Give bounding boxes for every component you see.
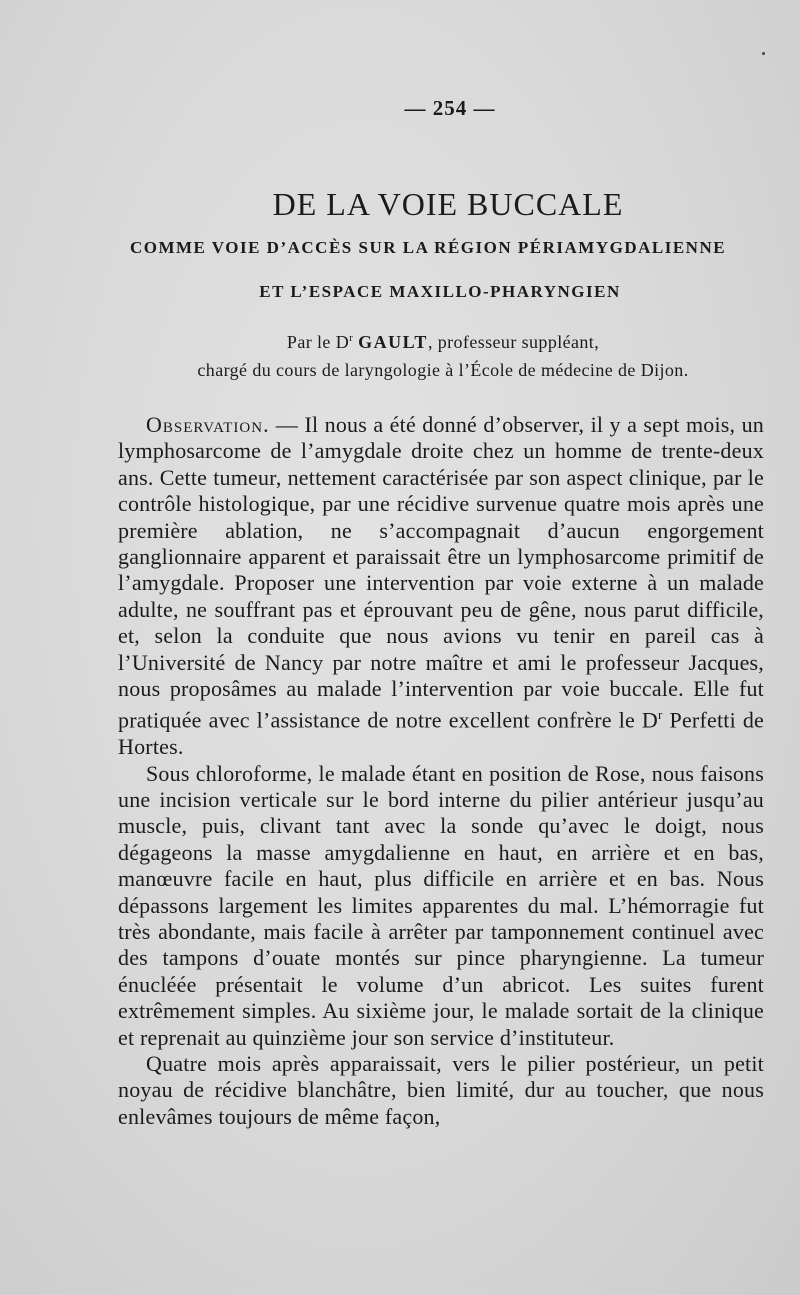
paragraph-1-end: Perfetti de Hortes. xyxy=(118,707,764,760)
paragraph-surgery: Sous chloroforme, le malade étant en position de Rose, nous faisons une incision verticale sur le bord interne du pilier antérieur jusqu’au muscle, puis, clivant tant avec la sonde qu’avec le doigt, nous dégageons la masse amygdalienne en haut, en arrière et en bas, manœuvre facile en haut, plus difficile en arrière et en bas. Nous dépassons largement les limites apparentes du mal. L’hémorragie fut très abondante, mais facile à arrêter par tamponnement continuel avec des tampons d’ouate montés sur pince pharyngienne. La tumeur énucléée présentait le volume d’un abricot. Les suites furent extrêmement simples. Au sixième jour, le malade sortait de la clinique et reprenait au quinzième jour son service d’instituteur. xyxy=(118,760,764,1050)
observation-lead: Observation. xyxy=(146,412,270,437)
byline-dr-superscript: r xyxy=(349,332,354,344)
article-subtitle-line-1: COMME VOIE D’ACCÈS SUR LA RÉGION PÉRIAMYGDALIENNE xyxy=(129,238,727,257)
author-name: GAULT xyxy=(358,332,428,352)
paragraph-recurrence: Quatre mois après apparaissait, vers le pilier postérieur, un petit noyau de récidive blanchâtre, bien limité, dur au toucher, que nous enlevâmes toujours de même façon, xyxy=(118,1051,764,1129)
ink-speck xyxy=(762,52,765,55)
byline-prefix: Par le D xyxy=(286,332,350,352)
author-affiliation: chargé du cours de laryngologie à l’École de médecine de Dijon. xyxy=(197,360,689,380)
article-body xyxy=(118,412,764,1130)
paragraph-observation xyxy=(118,412,764,761)
page-number: — 254 — xyxy=(404,96,496,120)
author-byline xyxy=(0,332,800,353)
article-subtitle-line-2: ET L’ESPACE MAXILLO-PHARYNGIEN xyxy=(259,282,621,301)
paragraph-1-text: — Il nous a été donné d’observer, il y a sept mois, un lymphosarcome de l’amygdale droite chez un homme de trente-deux ans. Cette tumeur, nettement caractérisée par son aspect clinique, par le contrôle histologique, par une récidive survenue quatre mois après une première ablation, ne s’accompagnait d’aucun engorgement ganglionnaire apparent et paraissait être un lymphosarcome primitif de l’amygdale. Proposer une intervention par voie externe à un malade adulte, ne souffrant pas et éprouvant peu de gêne, nous parut difficile, et, selon la conduite que nous avions vu tenir en pareil cas à l’Université de Nancy par notre maître et ami le professeur Jacques, nous proposâmes au malade l’intervention par voie buccale. Elle fut pratiquée avec l’assistance de notre excellent confrère le D xyxy=(118,412,764,733)
author-role: , professeur suppléant, xyxy=(427,332,600,352)
dr-superscript: r xyxy=(658,707,663,723)
article-title: DE LA VOIE BUCCALE xyxy=(272,186,624,222)
